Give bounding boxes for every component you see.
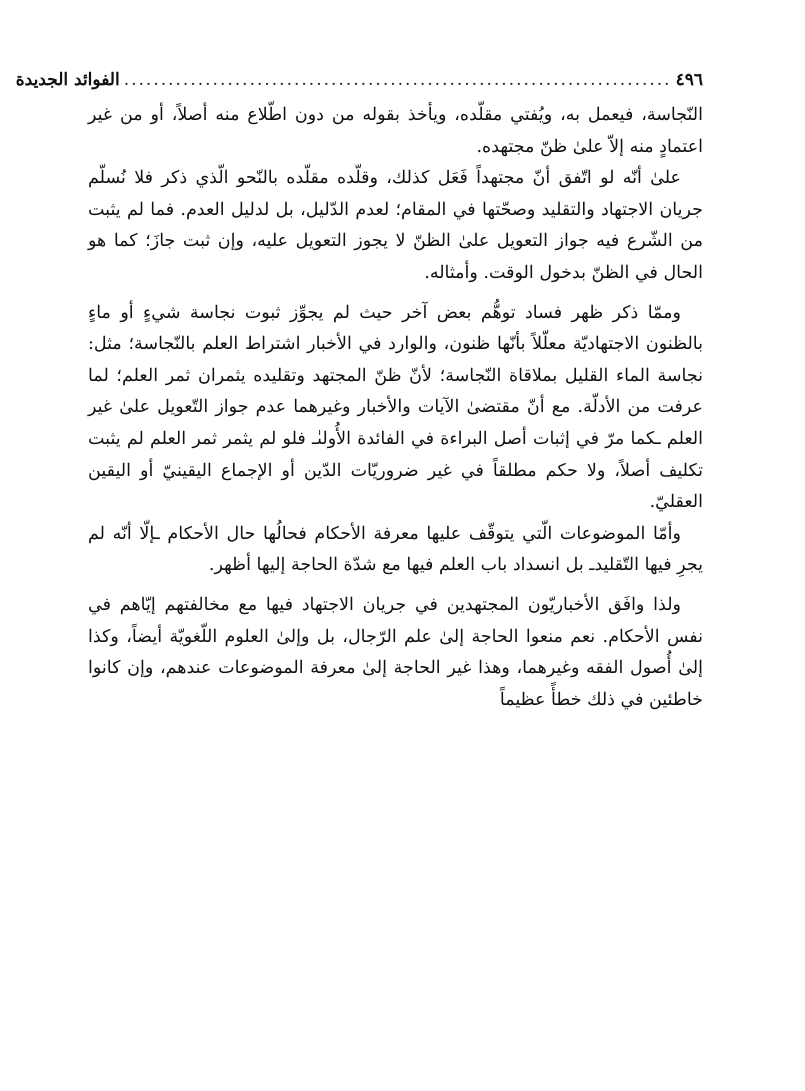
page-number: ٤٩٦ bbox=[675, 70, 703, 90]
paragraph: وأمّا الموضوعات الّتي يتوقّف عليها معرفة الأحكام فحالُها حال الأحكام ـإلّا أنّه لم يجرِ فيها التّقليدـ بل انسداد باب العلم فيها مع شدّة الحاجة إليها أظهر. bbox=[88, 523, 703, 576]
paragraph: وممّا ذكر ظهر فساد توهُّم بعض آخر حيث لم يجوِّز ثبوت نجاسة شيءٍ أو ماءٍ بالظنون الاجتهاديّة معلّلاً بأنّها ظنون، والوارد في الأخبار اشتراط العلم بالنّجاسة؛ مثل: نجاسة الماء القليل بملاقاة النّجاسة؛ لأنّ ظنّ المجتهد وتقليده يثمران ثمر العلم؛ لما عرفت من الأدلّة. مع أنّ مقتضىٰ الآيات والأخبار وغيرهما عدم جواز التّعويل علىٰ غير العلم ـكما مرّ في إثبات أصل البراءة في الفائدة الأُولىٰـ فلو لم يثمر ثمر العلم لم يثبت تكليف أصلاً، ولا حكم مطلقاً في غير ضروريّات الدّين أو الإجماع اليقينيّ أو اليقين العقليّ. bbox=[88, 302, 703, 513]
book-title: الفوائد الجديدة bbox=[15, 70, 120, 90]
paragraph-continuation: النّجاسة، فيعمل به، ويُفتي مقلّده، ويأخذ بقوله من دون اطّلاع منه أصلاً، أو من غير اعتمادٍ منه إلاّ علىٰ ظنّ مجتهده. bbox=[88, 105, 703, 157]
paragraph: ولذا وافَق الأخباريّون المجتهدين في جريان الاجتهاد فيها مع مخالفتهم إيّاهم في نفس الأحكام. نعم منعوا الحاجة إلىٰ علم الرّجال، بل وإلىٰ العلوم اللّغويّة أيضاً، وكذا إلىٰ أُصول الفقه وغيرهما، وهذا غير الحاجة إلىٰ معرفة الموضوعات عندهم، وإن كانوا خاطئين في ذلك خطأً عظيماً bbox=[88, 594, 703, 710]
book-page bbox=[15, 60, 703, 716]
dot-leader: .......................................................................... bbox=[123, 70, 672, 90]
paragraph: علىٰ أنّه لو اتّفق أنّ مجتهداً فَعَل كذلك، وقلّده مقلّده بالنّحو الّذي ذكر فلا نُسلّم جريان الاجتهاد والتقليد وصحّتها في المقام؛ لعدم الدّليل، بل لدليل العدم. فما لم يثبت من الشّرع فيه جواز التعويل علىٰ الظنّ لا يجوز التعويل عليه، وإن ثبت جازَ؛ كما هو الحال في الظنّ بدخول الوقت. وأمثاله. bbox=[88, 168, 703, 283]
body-text bbox=[88, 100, 703, 716]
running-header bbox=[15, 60, 703, 100]
